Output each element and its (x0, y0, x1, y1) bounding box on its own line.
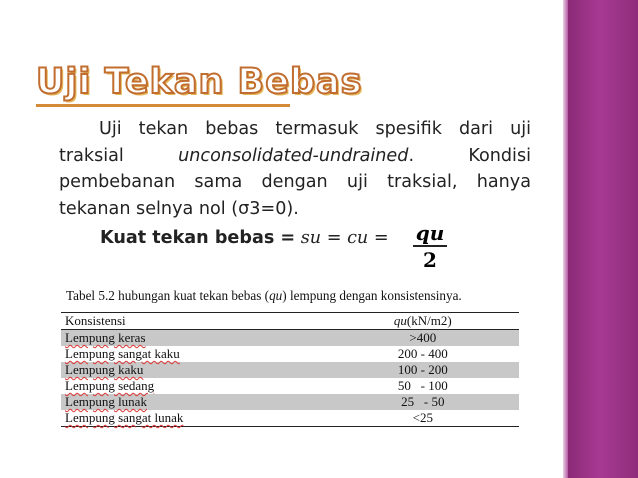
body-paragraph (59, 116, 531, 222)
header-konsistensi: Konsistensi (65, 313, 126, 328)
consistency-text: Lempung sangat kaku (65, 346, 180, 361)
consistency-text: Lempung sangat lunak (65, 410, 184, 425)
row-consistency (61, 362, 327, 378)
row-consistency (61, 410, 327, 427)
row-qu: 50 - 100 (397, 378, 448, 393)
row-qu: 100 - 200 (397, 362, 448, 377)
formula-fraction (413, 222, 447, 271)
caption-italic: qu (269, 288, 283, 303)
row-qu: 200 - 400 (397, 346, 448, 361)
table-row (61, 410, 519, 427)
table-row (61, 394, 519, 410)
table-row (61, 378, 519, 394)
formula-line (100, 228, 389, 248)
paragraph-text-1: Uji tekan bebas termasuk spesifik dari uji traksial (59, 119, 531, 166)
table-row (61, 362, 519, 378)
header-qu-unit: (kN/m2) (406, 313, 452, 328)
consistency-text: Lempung lunak (65, 394, 147, 409)
formula-equals-2: = (368, 228, 389, 248)
fraction-bar (413, 245, 447, 247)
table-header-row (61, 313, 519, 330)
consistency-table (61, 312, 519, 427)
fraction-denominator: 2 (423, 248, 437, 272)
row-consistency (61, 394, 327, 410)
slide-title: Uji Tekan Bebas (36, 62, 363, 102)
paragraph-text-2: . Kondisi pembebanan sama dengan uji traksial, hanya tekanan selnya nol (σ3=0). (59, 145, 532, 219)
caption-text-1: Tabel 5.2 hubungan kuat tekan bebas ( (66, 288, 270, 303)
header-qu-symbol: qu (393, 313, 407, 328)
decorative-side-band (568, 0, 638, 478)
row-qu: 25 - 50 (401, 394, 445, 409)
caption-text-2: ) lempung dengan konsistensinya. (282, 288, 462, 303)
formula-cu: cu (347, 228, 369, 248)
formula-equals-1: = (321, 228, 348, 248)
row-consistency (61, 378, 327, 394)
row-consistency (61, 346, 327, 362)
consistency-text: Lempung keras (65, 330, 146, 345)
fraction-numerator: qu (415, 221, 445, 245)
row-consistency (61, 330, 327, 347)
header-qu (327, 313, 519, 330)
table-row (61, 330, 519, 347)
table-caption (66, 288, 462, 304)
title-underline (36, 104, 290, 107)
row-qu: >400 (409, 330, 437, 345)
consistency-text: Lempung sedang (65, 378, 155, 393)
formula-su: su (300, 228, 322, 248)
row-qu: <25 (412, 410, 433, 425)
table-row (61, 346, 519, 362)
consistency-text: Lempung kaku (65, 362, 144, 377)
paragraph-italic-term: unconsolidated-undrained (178, 145, 409, 166)
formula-label: Kuat tekan bebas = (100, 228, 296, 248)
